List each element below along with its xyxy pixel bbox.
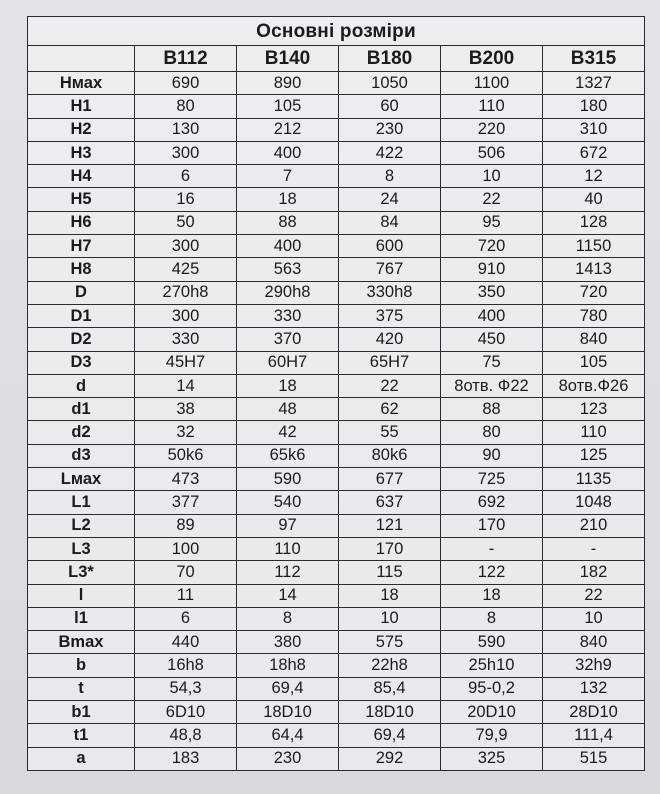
table-row bbox=[28, 165, 645, 188]
table-row bbox=[28, 444, 645, 467]
value-cell: 110 bbox=[237, 537, 339, 560]
value-cell: 600 bbox=[339, 235, 441, 258]
parameter-label: d3 bbox=[28, 444, 135, 467]
value-cell: 123 bbox=[543, 398, 645, 421]
value-cell: 330h8 bbox=[339, 281, 441, 304]
table-row bbox=[28, 747, 645, 770]
value-cell: 672 bbox=[543, 141, 645, 164]
value-cell: 515 bbox=[543, 747, 645, 770]
table-row bbox=[28, 654, 645, 677]
value-cell: 50 bbox=[135, 211, 237, 234]
value-cell: 637 bbox=[339, 491, 441, 514]
table-row bbox=[28, 235, 645, 258]
value-cell: 65H7 bbox=[339, 351, 441, 374]
value-cell: 88 bbox=[237, 211, 339, 234]
value-cell: 370 bbox=[237, 328, 339, 351]
table-row bbox=[28, 328, 645, 351]
table-row bbox=[28, 398, 645, 421]
value-cell: 400 bbox=[237, 235, 339, 258]
table-row bbox=[28, 211, 645, 234]
value-cell: 212 bbox=[237, 118, 339, 141]
value-cell: 183 bbox=[135, 747, 237, 770]
value-cell: 110 bbox=[543, 421, 645, 444]
parameter-label: d bbox=[28, 374, 135, 397]
value-cell: 292 bbox=[339, 747, 441, 770]
value-cell: - bbox=[543, 537, 645, 560]
value-cell: 6 bbox=[135, 165, 237, 188]
value-cell: 1413 bbox=[543, 258, 645, 281]
value-cell: 112 bbox=[237, 561, 339, 584]
value-cell: 1050 bbox=[339, 72, 441, 95]
parameter-label: b1 bbox=[28, 701, 135, 724]
header-row bbox=[28, 46, 645, 72]
value-cell: 14 bbox=[237, 584, 339, 607]
value-cell: 85,4 bbox=[339, 677, 441, 700]
value-cell: 90 bbox=[441, 444, 543, 467]
table-row bbox=[28, 188, 645, 211]
value-cell: 300 bbox=[135, 235, 237, 258]
value-cell: - bbox=[441, 537, 543, 560]
column-header: B200 bbox=[441, 46, 543, 72]
value-cell: 590 bbox=[237, 468, 339, 491]
value-cell: 25h10 bbox=[441, 654, 543, 677]
value-cell: 890 bbox=[237, 72, 339, 95]
value-cell: 97 bbox=[237, 514, 339, 537]
parameter-label: H1 bbox=[28, 95, 135, 118]
value-cell: 1150 bbox=[543, 235, 645, 258]
value-cell: 121 bbox=[339, 514, 441, 537]
value-cell: 55 bbox=[339, 421, 441, 444]
value-cell: 1048 bbox=[543, 491, 645, 514]
value-cell: 80k6 bbox=[339, 444, 441, 467]
value-cell: 1327 bbox=[543, 72, 645, 95]
value-cell: 8 bbox=[237, 607, 339, 630]
table-row bbox=[28, 607, 645, 630]
value-cell: 450 bbox=[441, 328, 543, 351]
table-row bbox=[28, 631, 645, 654]
parameter-label: H6 bbox=[28, 211, 135, 234]
value-cell: 105 bbox=[237, 95, 339, 118]
value-cell: 115 bbox=[339, 561, 441, 584]
parameter-label: l1 bbox=[28, 607, 135, 630]
value-cell: 89 bbox=[135, 514, 237, 537]
parameter-label: a bbox=[28, 747, 135, 770]
value-cell: 380 bbox=[237, 631, 339, 654]
value-cell: 840 bbox=[543, 328, 645, 351]
column-header: B140 bbox=[237, 46, 339, 72]
parameter-label: H8 bbox=[28, 258, 135, 281]
value-cell: 105 bbox=[543, 351, 645, 374]
value-cell: 170 bbox=[441, 514, 543, 537]
value-cell: 10 bbox=[339, 607, 441, 630]
value-cell: 18 bbox=[237, 374, 339, 397]
value-cell: 840 bbox=[543, 631, 645, 654]
value-cell: 18 bbox=[237, 188, 339, 211]
table-row bbox=[28, 72, 645, 95]
value-cell: 32h9 bbox=[543, 654, 645, 677]
parameter-label: Lмах bbox=[28, 468, 135, 491]
value-cell: 95 bbox=[441, 211, 543, 234]
value-cell: 540 bbox=[237, 491, 339, 514]
value-cell: 8отв.Ф26 bbox=[543, 374, 645, 397]
value-cell: 473 bbox=[135, 468, 237, 491]
value-cell: 767 bbox=[339, 258, 441, 281]
parameter-label: H4 bbox=[28, 165, 135, 188]
value-cell: 70 bbox=[135, 561, 237, 584]
value-cell: 18D10 bbox=[237, 701, 339, 724]
value-cell: 780 bbox=[543, 304, 645, 327]
value-cell: 42 bbox=[237, 421, 339, 444]
value-cell: 300 bbox=[135, 141, 237, 164]
parameter-label: L2 bbox=[28, 514, 135, 537]
header-corner-cell bbox=[28, 46, 135, 72]
value-cell: 12 bbox=[543, 165, 645, 188]
value-cell: 64,4 bbox=[237, 724, 339, 747]
value-cell: 54,3 bbox=[135, 677, 237, 700]
value-cell: 690 bbox=[135, 72, 237, 95]
parameter-label: H7 bbox=[28, 235, 135, 258]
value-cell: 506 bbox=[441, 141, 543, 164]
value-cell: 48,8 bbox=[135, 724, 237, 747]
value-cell: 330 bbox=[135, 328, 237, 351]
value-cell: 75 bbox=[441, 351, 543, 374]
value-cell: 20D10 bbox=[441, 701, 543, 724]
table-row bbox=[28, 701, 645, 724]
value-cell: 425 bbox=[135, 258, 237, 281]
value-cell: 22 bbox=[543, 584, 645, 607]
value-cell: 128 bbox=[543, 211, 645, 234]
value-cell: 14 bbox=[135, 374, 237, 397]
value-cell: 677 bbox=[339, 468, 441, 491]
parameter-label: L3 bbox=[28, 537, 135, 560]
table-row bbox=[28, 118, 645, 141]
value-cell: 230 bbox=[237, 747, 339, 770]
value-cell: 6D10 bbox=[135, 701, 237, 724]
column-header: B112 bbox=[135, 46, 237, 72]
value-cell: 300 bbox=[135, 304, 237, 327]
value-cell: 80 bbox=[135, 95, 237, 118]
value-cell: 60H7 bbox=[237, 351, 339, 374]
value-cell: 400 bbox=[441, 304, 543, 327]
parameter-label: b bbox=[28, 654, 135, 677]
value-cell: 170 bbox=[339, 537, 441, 560]
table-title: Основні розміри bbox=[28, 17, 645, 46]
value-cell: 88 bbox=[441, 398, 543, 421]
value-cell: 18D10 bbox=[339, 701, 441, 724]
table-row bbox=[28, 468, 645, 491]
table-row bbox=[28, 374, 645, 397]
parameter-label: D3 bbox=[28, 351, 135, 374]
value-cell: 48 bbox=[237, 398, 339, 421]
value-cell: 18 bbox=[339, 584, 441, 607]
value-cell: 377 bbox=[135, 491, 237, 514]
value-cell: 110 bbox=[441, 95, 543, 118]
value-cell: 440 bbox=[135, 631, 237, 654]
parameter-label: t bbox=[28, 677, 135, 700]
value-cell: 422 bbox=[339, 141, 441, 164]
value-cell: 720 bbox=[441, 235, 543, 258]
value-cell: 10 bbox=[543, 607, 645, 630]
value-cell: 84 bbox=[339, 211, 441, 234]
value-cell: 210 bbox=[543, 514, 645, 537]
value-cell: 60 bbox=[339, 95, 441, 118]
value-cell: 40 bbox=[543, 188, 645, 211]
parameter-label: H2 bbox=[28, 118, 135, 141]
value-cell: 22 bbox=[441, 188, 543, 211]
table-row bbox=[28, 537, 645, 560]
table-row bbox=[28, 351, 645, 374]
table-row bbox=[28, 677, 645, 700]
value-cell: 111,4 bbox=[543, 724, 645, 747]
table-row bbox=[28, 491, 645, 514]
value-cell: 69,4 bbox=[237, 677, 339, 700]
table-row bbox=[28, 281, 645, 304]
value-cell: 8 bbox=[339, 165, 441, 188]
value-cell: 563 bbox=[237, 258, 339, 281]
value-cell: 130 bbox=[135, 118, 237, 141]
value-cell: 79,9 bbox=[441, 724, 543, 747]
value-cell: 18 bbox=[441, 584, 543, 607]
value-cell: 400 bbox=[237, 141, 339, 164]
value-cell: 180 bbox=[543, 95, 645, 118]
value-cell: 8отв. Ф22 bbox=[441, 374, 543, 397]
parameter-label: l bbox=[28, 584, 135, 607]
value-cell: 69,4 bbox=[339, 724, 441, 747]
value-cell: 122 bbox=[441, 561, 543, 584]
value-cell: 420 bbox=[339, 328, 441, 351]
value-cell: 725 bbox=[441, 468, 543, 491]
value-cell: 45H7 bbox=[135, 351, 237, 374]
column-header: B180 bbox=[339, 46, 441, 72]
parameter-label: L1 bbox=[28, 491, 135, 514]
parameter-label: t1 bbox=[28, 724, 135, 747]
dimensions-table bbox=[27, 16, 645, 771]
table-row bbox=[28, 514, 645, 537]
table-row bbox=[28, 95, 645, 118]
value-cell: 32 bbox=[135, 421, 237, 444]
parameter-label: d2 bbox=[28, 421, 135, 444]
value-cell: 910 bbox=[441, 258, 543, 281]
value-cell: 310 bbox=[543, 118, 645, 141]
value-cell: 24 bbox=[339, 188, 441, 211]
value-cell: 7 bbox=[237, 165, 339, 188]
table-row bbox=[28, 304, 645, 327]
value-cell: 692 bbox=[441, 491, 543, 514]
value-cell: 350 bbox=[441, 281, 543, 304]
parameter-label: Hмах bbox=[28, 72, 135, 95]
value-cell: 22 bbox=[339, 374, 441, 397]
value-cell: 230 bbox=[339, 118, 441, 141]
value-cell: 16 bbox=[135, 188, 237, 211]
value-cell: 220 bbox=[441, 118, 543, 141]
parameter-label: D bbox=[28, 281, 135, 304]
value-cell: 95-0,2 bbox=[441, 677, 543, 700]
value-cell: 330 bbox=[237, 304, 339, 327]
value-cell: 18h8 bbox=[237, 654, 339, 677]
value-cell: 65k6 bbox=[237, 444, 339, 467]
value-cell: 290h8 bbox=[237, 281, 339, 304]
value-cell: 182 bbox=[543, 561, 645, 584]
value-cell: 38 bbox=[135, 398, 237, 421]
title-row bbox=[28, 17, 645, 46]
parameter-label: H3 bbox=[28, 141, 135, 164]
value-cell: 80 bbox=[441, 421, 543, 444]
value-cell: 8 bbox=[441, 607, 543, 630]
column-header: B315 bbox=[543, 46, 645, 72]
parameter-label: D1 bbox=[28, 304, 135, 327]
value-cell: 375 bbox=[339, 304, 441, 327]
value-cell: 100 bbox=[135, 537, 237, 560]
value-cell: 325 bbox=[441, 747, 543, 770]
parameter-label: Bmax bbox=[28, 631, 135, 654]
value-cell: 125 bbox=[543, 444, 645, 467]
value-cell: 575 bbox=[339, 631, 441, 654]
value-cell: 22h8 bbox=[339, 654, 441, 677]
value-cell: 6 bbox=[135, 607, 237, 630]
value-cell: 270h8 bbox=[135, 281, 237, 304]
table-row bbox=[28, 421, 645, 444]
value-cell: 1135 bbox=[543, 468, 645, 491]
table-row bbox=[28, 141, 645, 164]
table-row bbox=[28, 561, 645, 584]
value-cell: 590 bbox=[441, 631, 543, 654]
value-cell: 28D10 bbox=[543, 701, 645, 724]
value-cell: 11 bbox=[135, 584, 237, 607]
table-row bbox=[28, 258, 645, 281]
parameter-label: d1 bbox=[28, 398, 135, 421]
value-cell: 16h8 bbox=[135, 654, 237, 677]
table-row bbox=[28, 724, 645, 747]
value-cell: 10 bbox=[441, 165, 543, 188]
table-row bbox=[28, 584, 645, 607]
parameter-label: D2 bbox=[28, 328, 135, 351]
parameter-label: H5 bbox=[28, 188, 135, 211]
parameter-label: L3* bbox=[28, 561, 135, 584]
value-cell: 50k6 bbox=[135, 444, 237, 467]
value-cell: 1100 bbox=[441, 72, 543, 95]
value-cell: 132 bbox=[543, 677, 645, 700]
value-cell: 62 bbox=[339, 398, 441, 421]
value-cell: 720 bbox=[543, 281, 645, 304]
